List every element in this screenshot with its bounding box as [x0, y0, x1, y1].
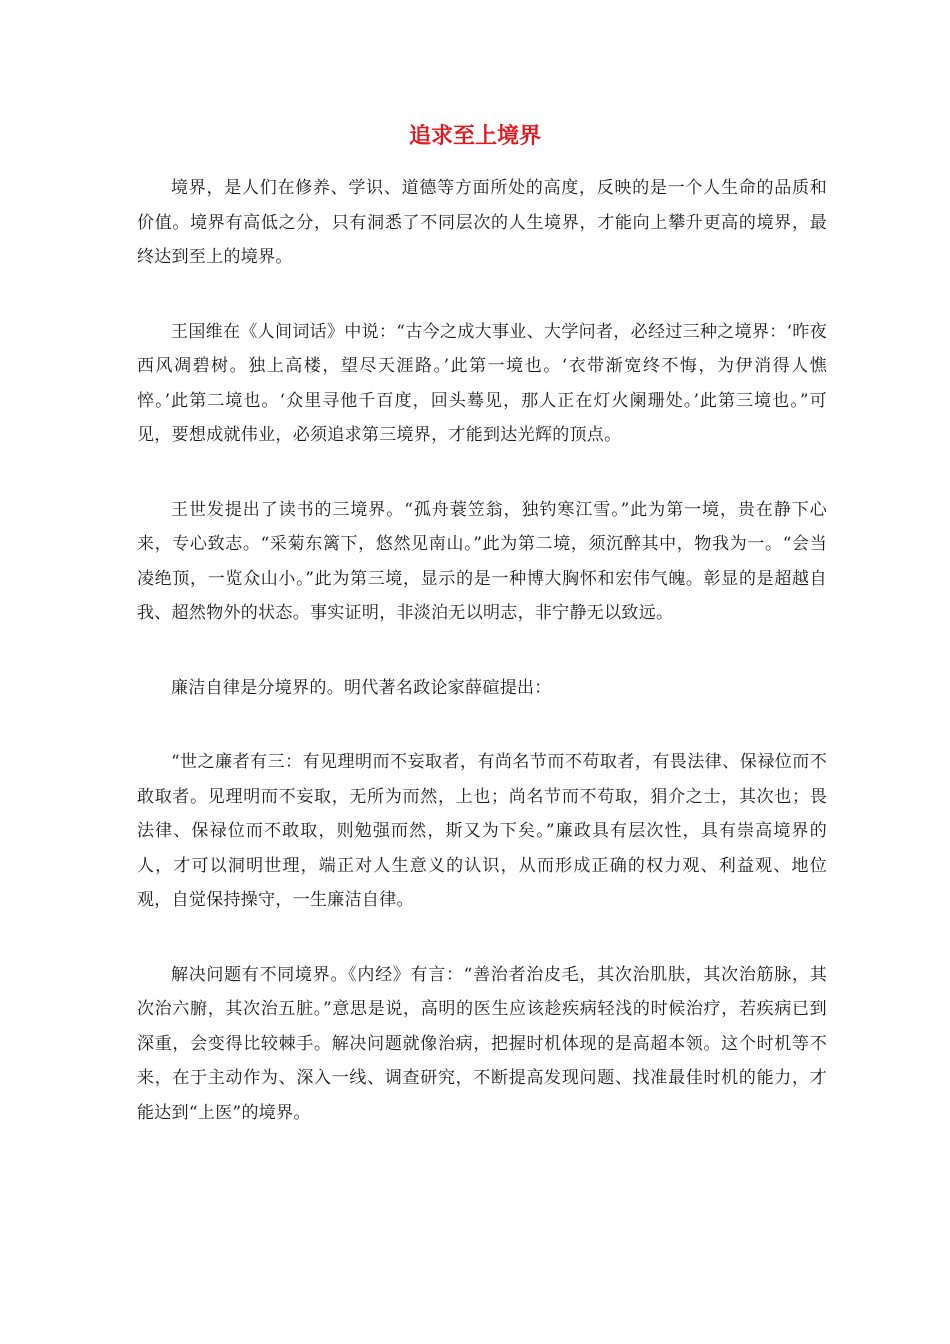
document-title: 追求至上境界 [408, 123, 541, 149]
paragraph-reading-realms: 王世发提出了读书的三境界。“孤舟蓑笠翁，独钓寒江雪。”此为第一境，贵在静下心来，专心致志。“采菊东篱下，悠然见南山。”此为第二境，须沉醉其中，物我为一。“会当凌绝顶，一览众山小。”此为第三境，显示的是一种博大胸怀和宏伟气魄。彰显的是超越自我、超然物外的状态。事实证明，非淡泊无以明志，非宁静无以致远。 [137, 499, 827, 623]
paragraph-intro: 境界，是人们在修养、学识、道德等方面所处的高度，反映的是一个人生命的品质和价值。境界有高低之分，只有洞悉了不同层次的人生境界，才能向上攀升更高的境界，最终达到至上的境界。 [137, 178, 827, 267]
paragraph-integrity-intro: 廉洁自律是分境界的。明代著名政论家薛碹提出： [171, 677, 552, 698]
paragraph-wang-guowei: 王国维在《人间词话》中说：“古今之成大事业、大学问者，必经过三种之境界：‘昨夜西风凋碧树。独上高楼，望尽天涯路。’此第一境也。‘衣带渐宽终不悔，为伊消得人憔悴。’此第二境也。‘众里寻他千百度，回头蓦见，那人正在灯火阑珊处。’此第三境也。”可见，要想成就伟业，必须追求第三境界，才能到达光辉的顶点。 [137, 321, 827, 445]
paragraph-problem-solving: 解决问题有不同境界。《内经》有言：“善治者治皮毛，其次治肌肤，其次治筋脉，其次治六腑，其次治五脏。”意思是说，高明的医生应该趁疾病轻浅的时候治疗，若疾病已到深重，会变得比较棘手。解决问题就像治病，把握时机体现的是高超本领。这个时机等不来，在于主动作为、深入一线、调查研究，不断提高发现问题、找准最佳时机的能力，才能达到“上医”的境界。 [137, 964, 827, 1123]
document-body [137, 171, 827, 1170]
paragraph-integrity-quote: “世之廉者有三：有见理明而不妄取者，有尚名节而不苟取者，有畏法律、保禄位而不敢取者。见理明而不妄取，无所为而然，上也；尚名节而不苟取，狷介之士，其次也；畏法律、保禄位而不敢取，则勉强而然，斯又为下矣。”廉政具有层次性，具有崇高境界的人，才可以洞明世理，端正对人生意义的认识，从而形成正确的权力观、利益观、地位观，自觉保持操守，一生廉洁自律。 [137, 752, 827, 910]
